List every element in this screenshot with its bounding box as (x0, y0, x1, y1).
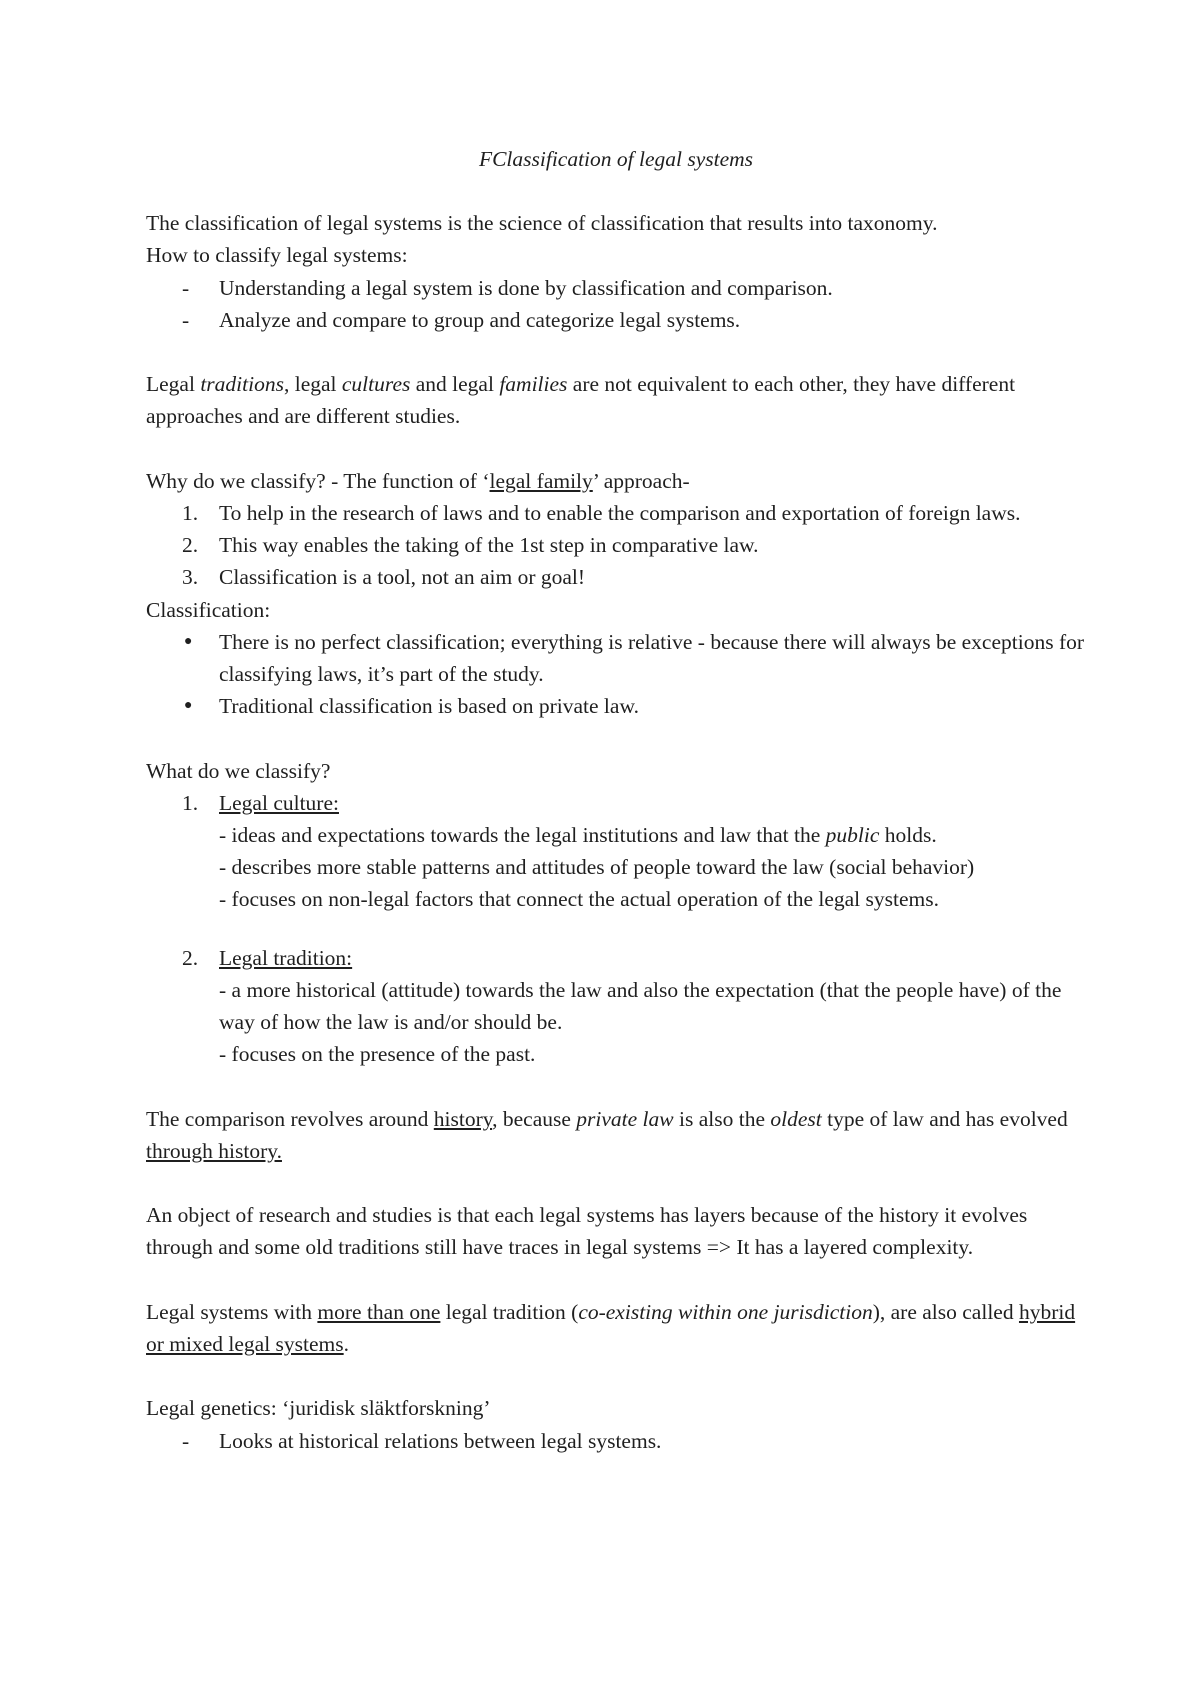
underline-text: legal family (489, 468, 593, 493)
list-number: 1. (182, 790, 199, 815)
list-number: 3. (182, 565, 199, 590)
underline-text: through history. (146, 1138, 282, 1163)
list-item (146, 304, 1086, 336)
genetics-heading: Legal genetics: ‘juridisk släktforskning’ (146, 1396, 491, 1421)
emphasis: public (825, 823, 880, 848)
emphasis: traditions (200, 372, 284, 397)
emphasis: families (499, 372, 568, 397)
list-item (146, 561, 1086, 593)
intro-line-2: How to classify legal systems: (146, 243, 408, 268)
list-number: 1. (182, 501, 199, 525)
list-item-text: This way enables the taking of the 1st step in comparative law. (219, 533, 759, 558)
list-item-legal-culture (146, 787, 1086, 819)
list-item (146, 497, 1086, 529)
dash-marker: - (182, 275, 190, 300)
paragraph-hybrid: Legal systems with more than one legal tradition (co-existing within one jurisdiction), are also called hybrid or mixed legal systems. (146, 1299, 1076, 1357)
list-item (146, 529, 1086, 561)
list-item-text: There is no perfect classification; everything is relative - because there will always be exceptions for classifying laws, it’s part of the study. (219, 629, 1085, 687)
culture-point: - focuses on non-legal factors that connect the actual operation of the legal systems. (219, 887, 939, 912)
paragraph-layers: An object of research and studies is that each legal systems has layers because of the history it evolves through and some old traditions still have traces in legal systems => It has a layered complexity. (146, 1203, 1028, 1260)
list-item-text: Traditional classification is based on private law. (219, 694, 639, 719)
emphasis: co-existing within one jurisdiction (578, 1299, 873, 1324)
document-page (146, 143, 1086, 1457)
emphasis: cultures (341, 372, 411, 397)
culture-point: - ideas and expectations towards the legal institutions and law that the public holds. (219, 823, 937, 848)
list-item-text: Analyze and compare to group and categorize legal systems. (219, 307, 741, 332)
classification-label: Classification: (146, 597, 271, 622)
emphasis: oldest (770, 1106, 828, 1131)
list-number: 2. (182, 945, 199, 970)
list-item (146, 690, 1086, 722)
document-title: FClassification of legal systems (478, 147, 754, 171)
list-item-text: Understanding a legal system is done by classification and comparison. (219, 275, 833, 300)
bullet-icon: ● (184, 698, 193, 714)
list-item (146, 626, 1086, 690)
paragraph-comparison: The comparison revolves around history, because private law is also the oldest type of law and has evolved through history. (146, 1106, 1068, 1163)
legal-culture-title: Legal culture: (219, 790, 339, 815)
why-heading: Why do we classify? - The function of ‘legal family’ approach- (146, 468, 690, 493)
list-item-legal-tradition (146, 942, 1086, 974)
intro-line-1: The classification of legal systems is the science of classification that results into taxonomy. (146, 211, 938, 236)
what-heading: What do we classify? (146, 758, 331, 783)
bullet-icon: ● (184, 633, 193, 649)
list-item (146, 272, 1086, 304)
emphasis: private law (576, 1106, 674, 1131)
dash-marker: - (182, 307, 190, 332)
paragraph-traditions: Legal traditions, legal cultures and legal families are not equivalent to each other, they have different approaches and are different studies. (146, 372, 1016, 429)
culture-point: - describes more stable patterns and attitudes of people toward the law (social behavior) (219, 855, 975, 880)
dash-marker: - (182, 1428, 190, 1453)
underline-text: hybrid or mixed legal systems (146, 1299, 1076, 1357)
underline-text: history (433, 1106, 493, 1131)
underline-text: more than one (317, 1299, 441, 1324)
list-item-text: To help in the research of laws and to enable the comparison and exportation of foreign laws. (219, 501, 1021, 525)
list-number: 2. (182, 533, 199, 558)
tradition-point: - a more historical (attitude) towards the law and also the expectation (that the people have) of the way of how the law is and/or should be. (219, 977, 1062, 1035)
tradition-point: - focuses on the presence of the past. (219, 1042, 536, 1067)
list-item-text: Looks at historical relations between legal systems. (219, 1428, 662, 1453)
list-item-text: Classification is a tool, not an aim or goal! (219, 565, 586, 590)
list-item (146, 1425, 1086, 1457)
legal-tradition-title: Legal tradition: (219, 945, 353, 970)
